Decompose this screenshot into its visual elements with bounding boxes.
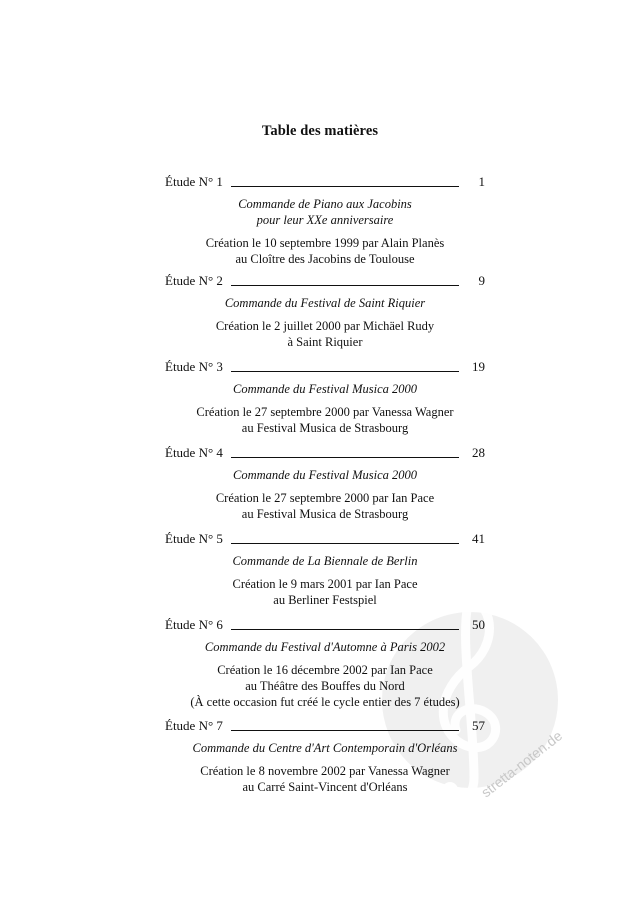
creation-line: au Berliner Festspiel xyxy=(273,593,377,607)
creation-text xyxy=(165,662,485,710)
leader-line xyxy=(231,730,459,731)
leader-line xyxy=(231,186,459,187)
commission-line: Commande du Festival Musica 2000 xyxy=(232,382,417,396)
creation-line: Création le 16 décembre 2002 par Ian Pace xyxy=(217,663,433,677)
commission-text xyxy=(165,740,485,756)
toc-entry-5 xyxy=(165,531,485,608)
creation-line: (À cette occasion fut créé le cycle entier des 7 études) xyxy=(190,695,460,709)
toc-entry-1 xyxy=(165,174,485,267)
creation-text xyxy=(165,576,485,608)
commission-line: Commande du Festival de Saint Riquier xyxy=(224,296,426,310)
page-number: 57 xyxy=(472,718,485,733)
commission-line: Commande du Festival d'Automne à Paris 2002 xyxy=(204,640,446,654)
toc-entry-head xyxy=(165,273,485,291)
creation-line: au Carré Saint-Vincent d'Orléans xyxy=(242,780,408,794)
toc-entry-head xyxy=(165,174,485,192)
etude-label: Étude N° 4 xyxy=(165,445,223,460)
toc-entry-head xyxy=(165,445,485,463)
page-number: 41 xyxy=(472,531,485,546)
etude-label: Étude N° 7 xyxy=(165,718,223,733)
creation-line: au Cloître des Jacobins de Toulouse xyxy=(235,252,415,266)
commission-text xyxy=(165,467,485,483)
leader-line xyxy=(231,543,459,544)
etude-label: Étude N° 1 xyxy=(165,174,223,189)
creation-line: Création le 27 septembre 2000 par Ian Pace xyxy=(215,491,435,505)
commission-text xyxy=(165,639,485,655)
toc-entry-head xyxy=(165,718,485,736)
etude-label: Étude N° 3 xyxy=(165,359,223,374)
creation-line: au Festival Musica de Strasbourg xyxy=(241,507,409,521)
watermark-text: stretta-noten.de xyxy=(477,727,566,801)
creation-line: au Festival Musica de Strasbourg xyxy=(241,421,409,435)
toc-entry-head xyxy=(165,617,485,635)
toc-entry-2 xyxy=(165,273,485,350)
page-number: 1 xyxy=(478,174,485,189)
creation-text xyxy=(165,490,485,522)
commission-line: Commande de La Biennale de Berlin xyxy=(232,554,418,568)
toc-entry-7 xyxy=(165,718,485,795)
commission-text xyxy=(165,381,485,397)
creation-line: Création le 2 juillet 2000 par Michäel Rudy xyxy=(215,319,435,333)
creation-line: Création le 10 septembre 1999 par Alain Planès xyxy=(205,236,445,250)
page-number: 9 xyxy=(478,273,485,288)
leader-line xyxy=(231,457,459,458)
creation-text xyxy=(165,404,485,436)
commission-text xyxy=(165,553,485,569)
creation-text xyxy=(165,235,485,267)
commission-line: Commande de Piano aux Jacobins xyxy=(238,197,412,211)
creation-line: Création le 8 novembre 2002 par Vanessa Wagner xyxy=(200,764,450,778)
page-number: 50 xyxy=(472,617,485,632)
commission-line: pour leur XXe anniversaire xyxy=(256,213,394,227)
etude-label: Étude N° 2 xyxy=(165,273,223,288)
toc-entry-head xyxy=(165,531,485,549)
creation-text xyxy=(165,318,485,350)
creation-line: au Théâtre des Bouffes du Nord xyxy=(245,679,405,693)
commission-text xyxy=(165,196,485,228)
page-number: 19 xyxy=(472,359,485,374)
commission-line: Commande du Festival Musica 2000 xyxy=(232,468,417,482)
toc-entry-4 xyxy=(165,445,485,522)
page-number: 28 xyxy=(472,445,485,460)
leader-line xyxy=(231,629,459,630)
leader-line xyxy=(231,285,459,286)
toc-entry-head xyxy=(165,359,485,377)
etude-label: Étude N° 5 xyxy=(165,531,223,546)
commission-line: Commande du Centre d'Art Contemporain d'Orléans xyxy=(192,741,458,755)
page-title: Table des matières xyxy=(261,123,379,139)
commission-text xyxy=(165,295,485,311)
leader-line xyxy=(231,371,459,372)
creation-line: Création le 27 septembre 2000 par Vanessa Wagner xyxy=(196,405,454,419)
creation-text xyxy=(165,763,485,795)
toc-entry-3 xyxy=(165,359,485,436)
creation-line: Création le 9 mars 2001 par Ian Pace xyxy=(232,577,418,591)
toc-entry-6 xyxy=(165,617,485,710)
creation-line: à Saint Riquier xyxy=(287,335,363,349)
etude-label: Étude N° 6 xyxy=(165,617,223,632)
